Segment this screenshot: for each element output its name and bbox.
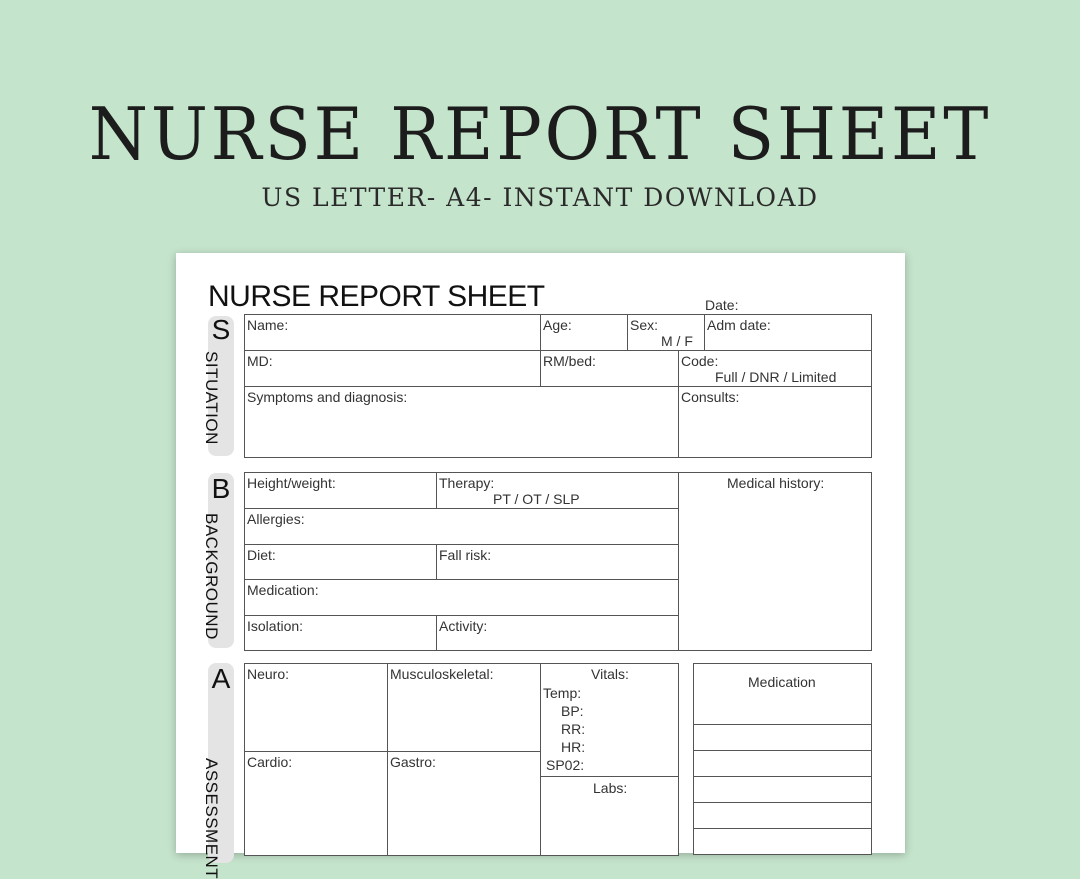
medication-row[interactable] xyxy=(693,828,872,855)
code-options: Full / DNR / Limited xyxy=(715,369,837,385)
medication-row[interactable] xyxy=(693,724,872,751)
vitals-temp: Temp: xyxy=(543,685,582,701)
adm-date-label: Adm date: xyxy=(707,317,771,333)
sex-options: M / F xyxy=(661,333,693,349)
cardio-label: Cardio: xyxy=(247,754,293,770)
diet-field[interactable] xyxy=(244,544,437,580)
cardio-field[interactable] xyxy=(244,751,388,856)
md-field[interactable] xyxy=(244,350,541,387)
medication-label: Medication: xyxy=(247,582,319,598)
allergies-label: Allergies: xyxy=(247,511,305,527)
name-label: Name: xyxy=(247,317,289,333)
height-weight-field[interactable] xyxy=(244,472,437,509)
medication-row[interactable] xyxy=(693,776,872,803)
assessment-letter: A xyxy=(211,663,231,694)
medication-field[interactable] xyxy=(244,579,679,616)
code-field[interactable] xyxy=(678,350,872,387)
age-label: Age: xyxy=(543,317,572,333)
musculoskeletal-field[interactable] xyxy=(387,663,541,752)
musculoskeletal-label: Musculoskeletal: xyxy=(390,666,494,682)
assessment-label: ASSESSMENT xyxy=(202,758,221,879)
assessment-tab xyxy=(202,663,234,879)
diet-label: Diet: xyxy=(247,547,276,563)
background-tab xyxy=(202,473,234,648)
therapy-label: Therapy: xyxy=(439,475,495,491)
activity-field[interactable] xyxy=(436,615,679,651)
labs-label: Labs: xyxy=(593,780,628,796)
rm-bed-label: RM/bed: xyxy=(543,353,596,369)
sex-label: Sex: xyxy=(630,317,659,333)
situation-label: SITUATION xyxy=(202,351,221,445)
allergies-field[interactable] xyxy=(244,508,679,545)
neuro-label: Neuro: xyxy=(247,666,290,682)
sheet-title: NURSE REPORT SHEET xyxy=(208,280,545,313)
vitals-bp: BP: xyxy=(561,703,584,719)
hero-title: NURSE REPORT SHEET xyxy=(88,92,992,176)
symptoms-field[interactable] xyxy=(244,386,679,458)
isolation-label: Isolation: xyxy=(247,618,304,634)
medical-history-field[interactable] xyxy=(678,472,872,651)
report-sheet xyxy=(176,253,905,879)
consults-field[interactable] xyxy=(678,386,872,458)
labs-field[interactable] xyxy=(540,776,679,856)
symptoms-label: Symptoms and diagnosis: xyxy=(247,389,408,405)
neuro-field[interactable] xyxy=(244,663,388,752)
sex-field[interactable] xyxy=(627,314,705,351)
gastro-field[interactable] xyxy=(387,751,541,856)
background-letter: B xyxy=(211,473,231,504)
height-weight-label: Height/weight: xyxy=(247,475,336,491)
rm-bed-field[interactable] xyxy=(540,350,679,387)
situation-letter: S xyxy=(211,314,231,345)
date-label: Date: xyxy=(705,297,739,313)
adm-date-field[interactable] xyxy=(704,314,872,351)
therapy-field[interactable] xyxy=(436,472,679,509)
consults-label: Consults: xyxy=(681,389,740,405)
vitals-rr: RR: xyxy=(561,721,586,737)
medication-header-label: Medication xyxy=(748,674,816,690)
age-field[interactable] xyxy=(540,314,628,351)
vitals-label: Vitals: xyxy=(591,666,629,682)
fall-risk-label: Fall risk: xyxy=(439,547,492,563)
situation-tab xyxy=(202,314,234,456)
code-label: Code: xyxy=(681,353,719,369)
fall-risk-field[interactable] xyxy=(436,544,679,580)
vitals-field[interactable] xyxy=(540,663,679,777)
therapy-options: PT / OT / SLP xyxy=(493,491,580,507)
isolation-field[interactable] xyxy=(244,615,437,651)
medication-row[interactable] xyxy=(693,750,872,777)
vitals-sp02: SP02: xyxy=(546,757,585,773)
name-field[interactable] xyxy=(244,314,541,351)
activity-label: Activity: xyxy=(439,618,488,634)
vitals-hr: HR: xyxy=(561,739,586,755)
medical-history-label: Medical history: xyxy=(727,475,825,491)
gastro-label: Gastro: xyxy=(390,754,436,770)
md-label: MD: xyxy=(247,353,273,369)
medication-row[interactable] xyxy=(693,802,872,829)
background-label: BACKGROUND xyxy=(202,513,221,640)
hero-subtitle: US LETTER- A4- INSTANT DOWNLOAD xyxy=(261,183,819,212)
medication-header xyxy=(693,663,872,725)
